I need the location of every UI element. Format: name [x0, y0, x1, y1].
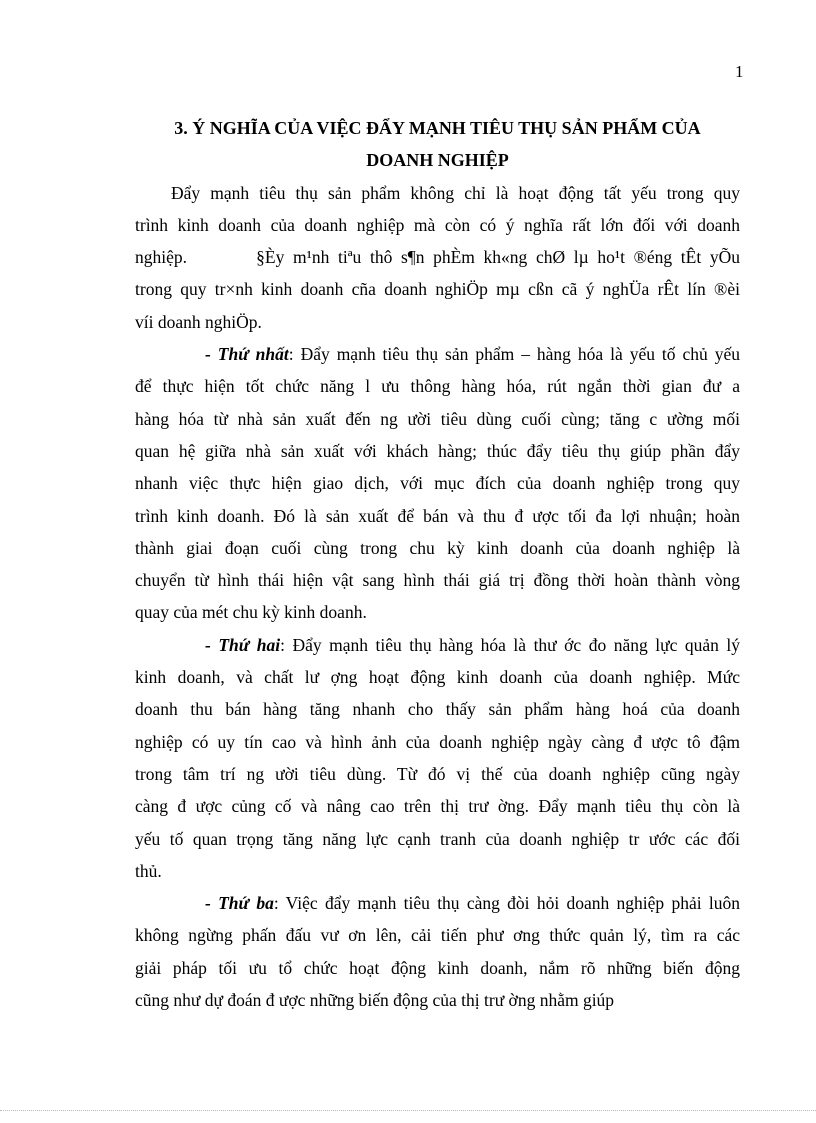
text-line: để thực hiện tốt chức năng l ưu thông hàng hóa, rút ngắn thời gian đư a	[135, 376, 740, 397]
text-line: càng đ ược củng cố và nâng cao trên thị trư ờng. Đẩy mạnh tiêu thụ còn là	[135, 796, 740, 817]
text-line: doanh thu bán hàng tăng nhanh cho thấy sản phẩm hàng hoá của doanh	[135, 699, 740, 720]
text-line: cũng như dự đoán đ ược những biến động của thị trư ờng nhằm giúp	[135, 990, 615, 1011]
text-line: nghiệp. §Èy m¹nh tiªu thô s¶n phÈm kh«ng chØ lµ ho¹t ®éng tÊt yÕu	[135, 247, 740, 268]
intro-paragraph	[135, 177, 740, 338]
text-line	[135, 629, 740, 661]
text-line: trong tâm trí ng ười tiêu dùng. Từ đó vị thế của doanh nghiệp cũng ngày	[135, 763, 740, 784]
text-line: chuyển từ hình thái hiện vật sang hình thái giá trị đồng thời hoàn thành vòng	[135, 570, 740, 591]
document-body	[135, 112, 740, 1016]
text-line: nhanh việc thực hiện giao dịch, với mục đích của doanh nghiệp trong quy	[135, 473, 740, 494]
text-line: trong quy tr×nh kinh doanh cña doanh nghiÖp mµ cßn cã ý nghÜa rÊt lín ®èi	[135, 279, 740, 300]
paragraph-label: - Thứ hai	[205, 634, 281, 655]
section-heading-cont: DOANH NGHIỆP	[366, 150, 509, 171]
page-number: 1	[735, 62, 744, 81]
text-line: hàng hóa từ nhà sản xuất đến ng ười tiêu dùng cuối cùng; tăng c ường mối	[135, 408, 740, 429]
text-span: : Đẩy mạnh tiêu thụ sản phẩm – hàng hóa là yếu tố chủ yếu	[288, 344, 741, 365]
paragraph-label: - Thứ ba	[205, 893, 274, 914]
text-span: : Việc đẩy mạnh tiêu thụ càng đòi hỏi doanh nghiệp phải luôn	[273, 893, 740, 914]
paragraph-thu-hai	[135, 629, 740, 887]
text-line: giải pháp tối ưu tổ chức hoạt động kinh doanh, nắm rõ những biến động	[135, 957, 740, 978]
paragraph-thu-nhat	[135, 338, 740, 629]
text-line: quan hệ giữa nhà sản xuất với khách hàng; thúc đẩy tiêu thụ giúp phần đẩy	[135, 440, 740, 461]
text-span: : Đẩy mạnh tiêu thụ hàng hóa là thư ớc đo năng lực quản lý	[280, 634, 740, 655]
section-heading: 3. Ý NGHĨA CỦA VIỆC ĐẨY MẠNH TIÊU THỤ SẢN PHẨM CỦA	[174, 118, 701, 138]
text-line: trình kinh doanh của doanh nghiệp mà còn có ý nghĩa rất lớn đối với doanh	[135, 214, 740, 235]
text-line: Đẩy mạnh tiêu thụ sản phẩm không chỉ là hoạt động tất yếu trong quy	[171, 182, 740, 203]
text-line	[135, 887, 740, 919]
text-line	[135, 338, 740, 370]
text-line: không ngừng phấn đấu vư ơn lên, cải tiến phư ơng thức quản lý, tìm ra các	[135, 925, 740, 946]
text-line: quay của mét chu kỳ kinh doanh.	[135, 602, 367, 623]
paragraph-label: - Thứ nhất	[205, 344, 289, 365]
text-line: thành giai đoạn cuối cùng trong chu kỳ kinh doanh của doanh nghiệp là	[135, 537, 740, 558]
text-line: yếu tố quan trọng tăng năng lực cạnh tranh của doanh nghiệp tr ước các đối	[135, 828, 740, 849]
text-line: kinh doanh, và chất lư ợng hoạt động kinh doanh của doanh nghiệp. Mức	[135, 667, 740, 688]
text-line: thủ.	[135, 860, 162, 881]
text-line: nghiệp có uy tín cao và hình ảnh của doanh nghiệp ngày càng đ ược tô đậm	[135, 731, 740, 752]
text-line: víi doanh nghiÖp.	[135, 311, 262, 332]
text-line: trình kinh doanh. Đó là sản xuất để bán và thu đ ược tối đa lợi nhuận; hoàn	[135, 505, 740, 526]
paragraph-thu-ba	[135, 887, 740, 1016]
page-bottom-divider	[0, 1110, 816, 1111]
